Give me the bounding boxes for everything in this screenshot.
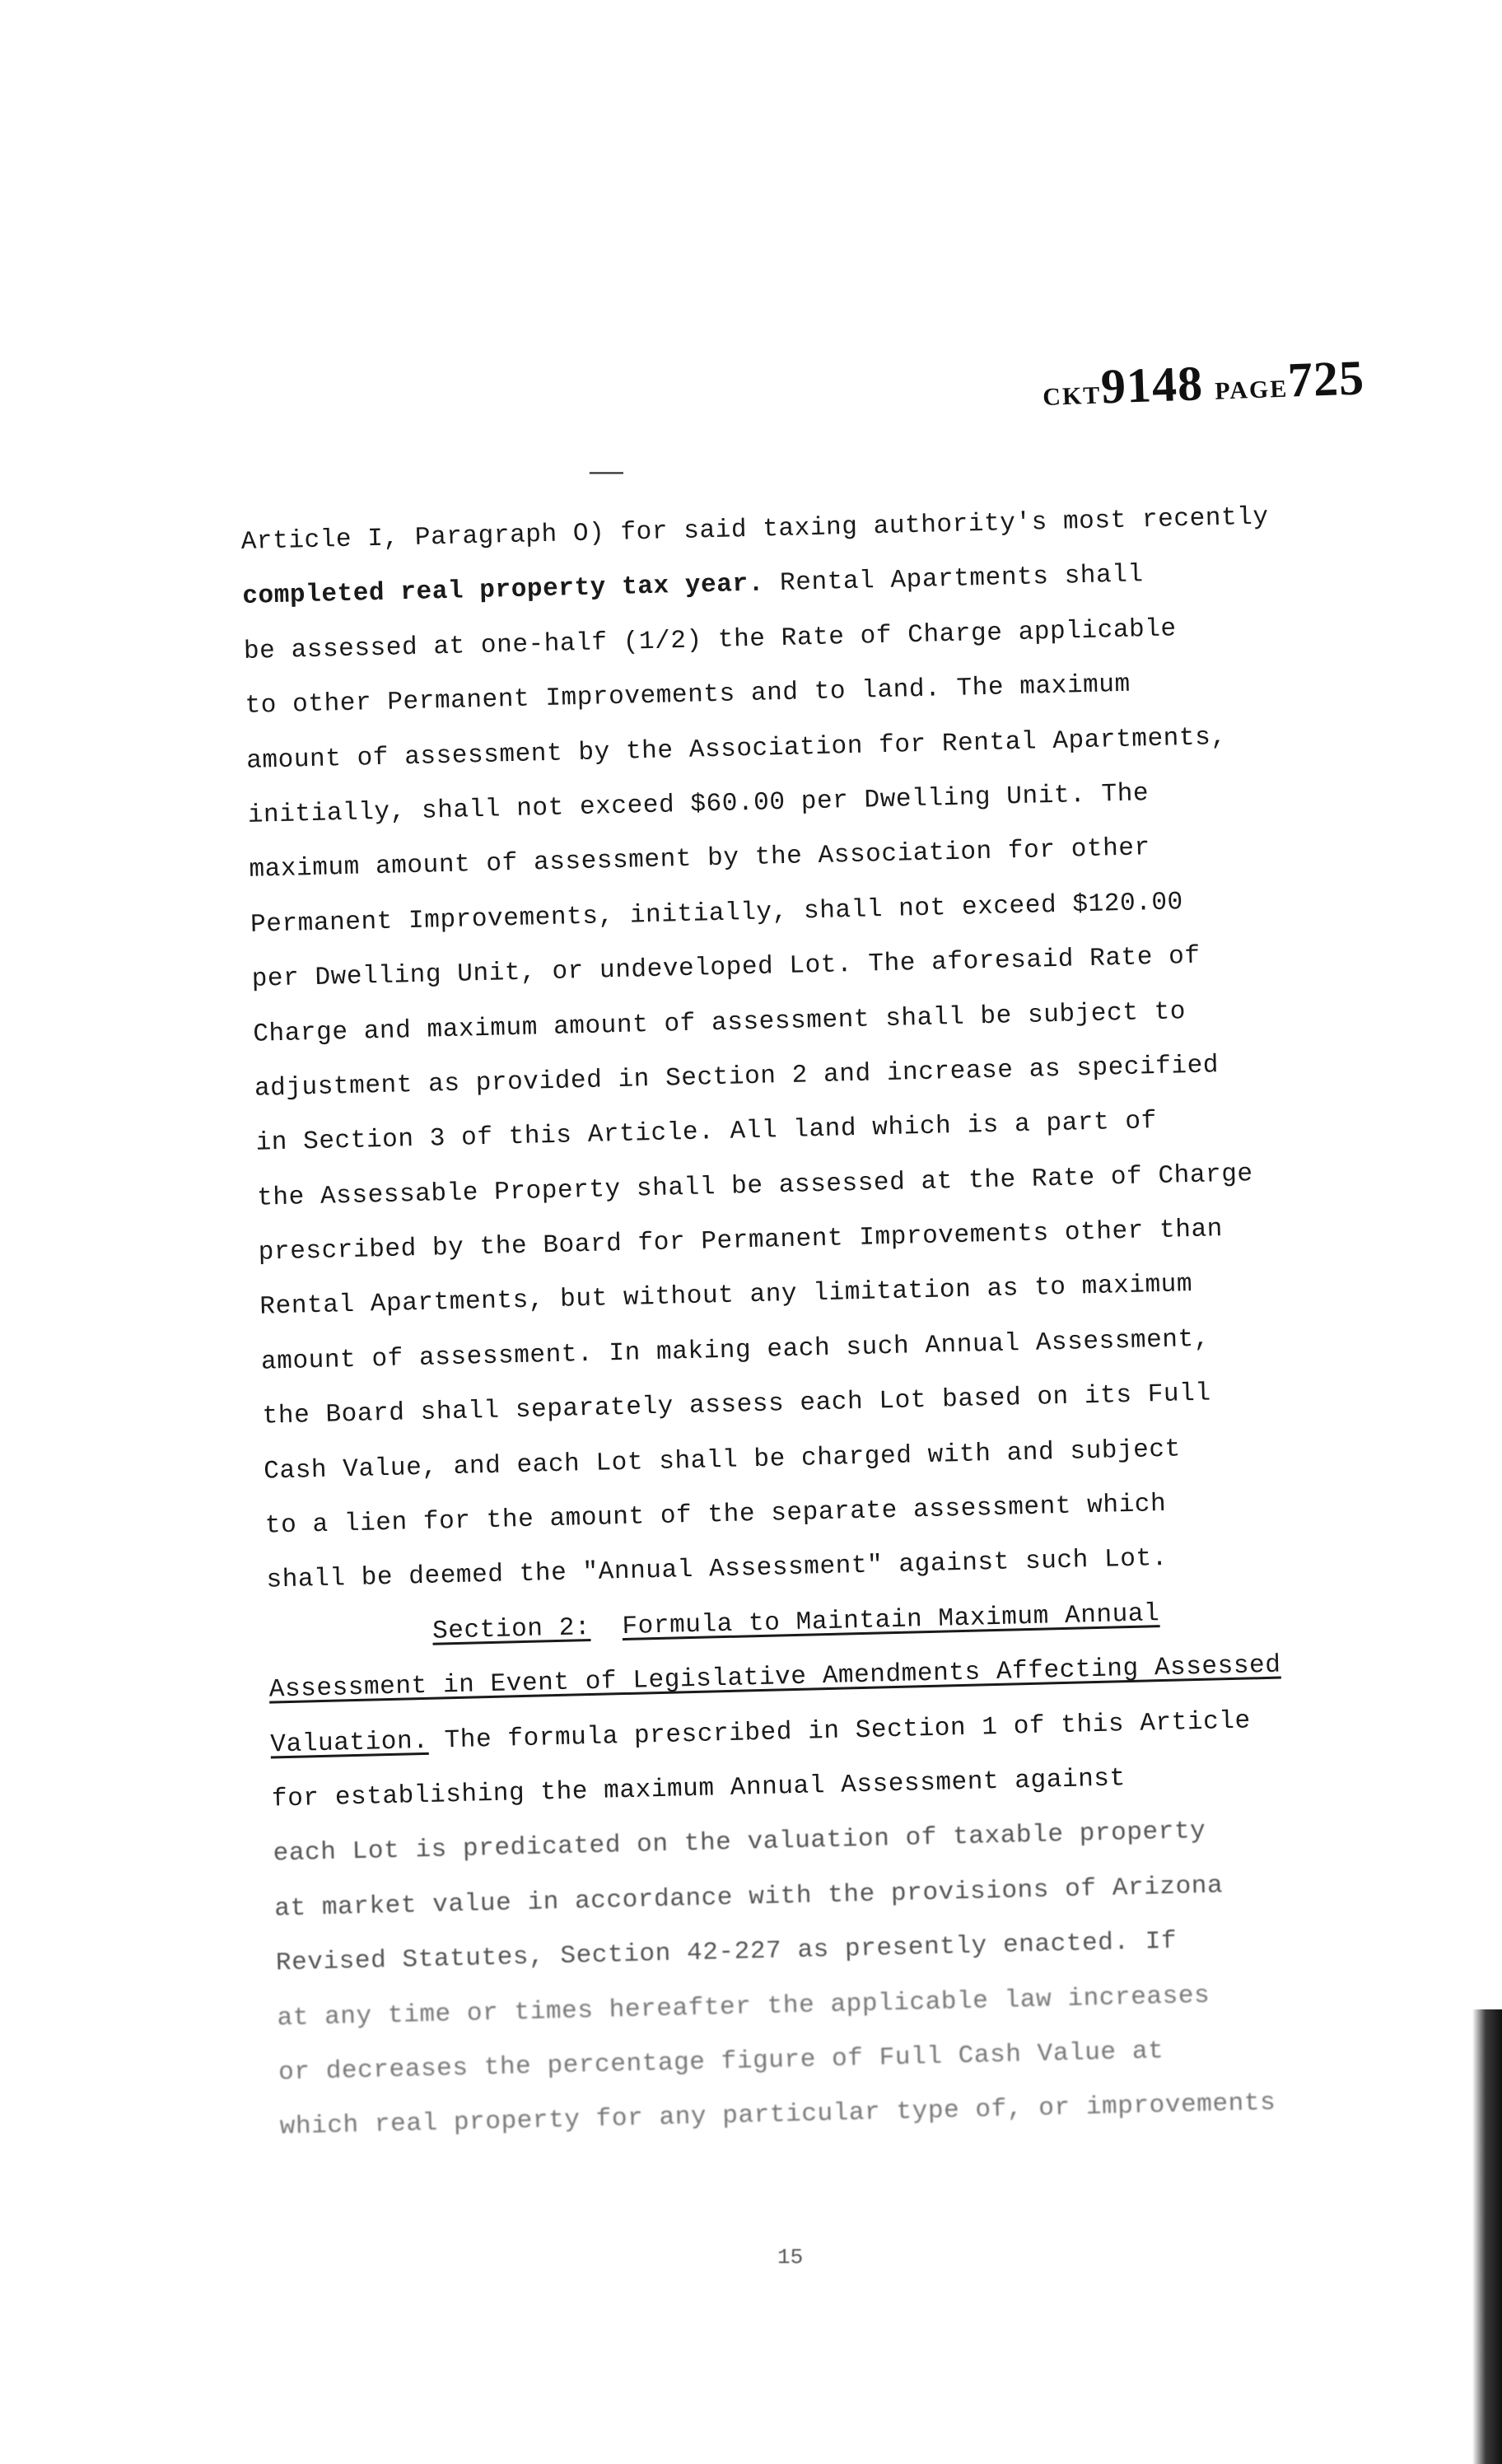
text-line: Article I, Paragraph O) for said taxing authority's most recently bbox=[240, 502, 1270, 557]
stamp-prefix: CKT bbox=[1042, 381, 1102, 411]
text-line: the Board shall separately assess each Lot based on its Full bbox=[262, 1379, 1212, 1431]
stamp-book-number: 9148 bbox=[1099, 356, 1205, 414]
text-line: to other Permanent Improvements and to land. The maximum bbox=[245, 670, 1131, 721]
text-line: adjustment as provided in Section 2 and increase as specified bbox=[254, 1051, 1220, 1104]
text-line: in Section 3 of this Article. All land which is a part of bbox=[255, 1107, 1158, 1159]
text-line: be assessed at one-half (1/2) the Rate of Charge applicable bbox=[243, 614, 1178, 666]
divider-mark: —— bbox=[590, 458, 623, 489]
text-line: to a lien for the amount of the separate assessment which bbox=[264, 1489, 1167, 1541]
section-title-end: Valuation. bbox=[270, 1726, 429, 1760]
section-title-continuation: Assessment in Event of Legislative Amendments Affecting Assessed bbox=[268, 1650, 1281, 1705]
stamp-page-prefix: PAGE bbox=[1214, 375, 1289, 405]
text-line: at market value in accordance with the provisions of Arizona bbox=[273, 1871, 1224, 1924]
text-line: Rental Apartments, but without any limitation as to maximum bbox=[259, 1270, 1193, 1323]
text-line: shall be deemed the "Annual Assessment" against such Lot. bbox=[266, 1544, 1168, 1596]
stamp-page-number: 725 bbox=[1286, 350, 1366, 408]
bold-phrase: completed real property tax year. bbox=[241, 569, 765, 612]
scan-edge-shadow bbox=[1472, 2009, 1502, 2464]
text-line: Cash Value, and each Lot shall be charged with and subject bbox=[263, 1435, 1182, 1486]
text-line: Revised Statutes, Section 42-227 as presently enacted. If bbox=[275, 1926, 1178, 1978]
text-line: initially, shall not exceed $60.00 per Dwelling Unit. The bbox=[247, 779, 1150, 830]
text-line: or decreases the percentage figure of Full Cash Value at bbox=[278, 2037, 1164, 2088]
section-title: Formula to Maintain Maximum Annual bbox=[622, 1598, 1160, 1641]
line-continuation: The formula prescribed in Section 1 of this Article bbox=[428, 1706, 1252, 1756]
text-line: maximum amount of assessment by the Association for other bbox=[249, 833, 1151, 885]
text-line: at any time or times hereafter the applicable law increases bbox=[277, 1981, 1210, 2032]
text-line: which real property for any particular type of, or improvements bbox=[279, 2088, 1276, 2142]
text-line: Permanent Improvements, initially, shall not exceed $120.00 bbox=[250, 887, 1184, 940]
text-line: Charge and maximum amount of assessment shall be subject to bbox=[252, 996, 1187, 1049]
recording-stamp bbox=[1042, 349, 1365, 418]
text-line: the Assessable Property shall be assessed at the Rate of Charge bbox=[256, 1159, 1254, 1213]
text-line: amount of assessment. In making each such Annual Assessment, bbox=[260, 1324, 1210, 1377]
body-text bbox=[240, 487, 1449, 2155]
line-continuation: Rental Apartments shall bbox=[763, 560, 1145, 599]
text-line: prescribed by the Board for Permanent Improvements other than bbox=[258, 1215, 1224, 1267]
text-line: for establishing the maximum Annual Assessment against bbox=[271, 1764, 1126, 1814]
text-line: per Dwelling Unit, or undeveloped Lot. The aforesaid Rate of bbox=[251, 941, 1201, 994]
text-line: amount of assessment by the Association for Rental Apartments, bbox=[245, 722, 1227, 776]
text-line: each Lot is predicated on the valuation of taxable property bbox=[273, 1817, 1206, 1869]
page-number: 15 bbox=[777, 2245, 804, 2270]
section-label: Section 2: bbox=[431, 1612, 591, 1646]
